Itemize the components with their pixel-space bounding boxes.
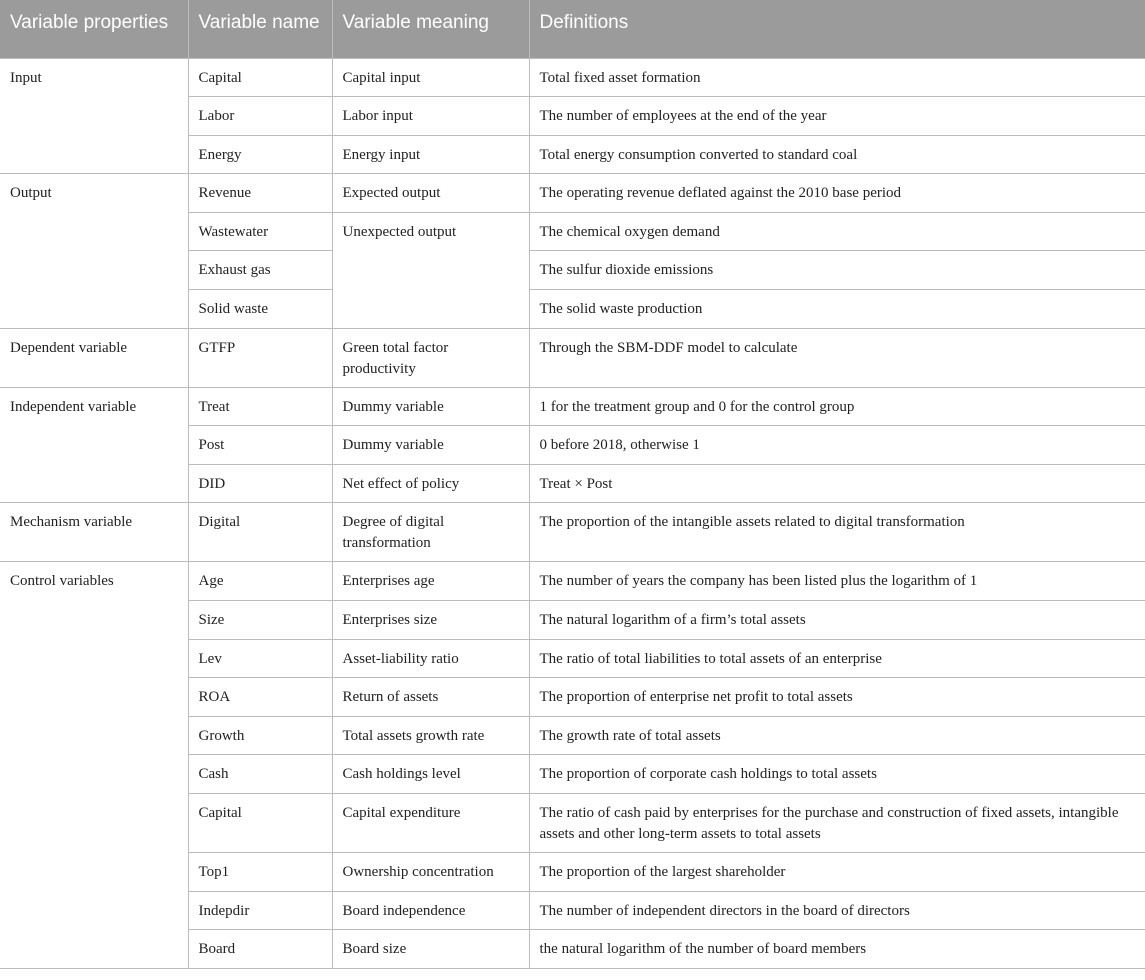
definition-cell: 0 before 2018, otherwise 1 bbox=[529, 426, 1145, 465]
definition-cell: The operating revenue deflated against the 2010 base period bbox=[529, 174, 1145, 213]
variable-name-cell: DID bbox=[188, 464, 332, 503]
table-header bbox=[0, 0, 1145, 58]
definition-cell: The ratio of total liabilities to total assets of an enterprise bbox=[529, 639, 1145, 678]
variable-name-cell: Lev bbox=[188, 639, 332, 678]
definition-cell: The solid waste production bbox=[529, 290, 1145, 329]
variable-meaning-cell: Enterprises size bbox=[332, 601, 529, 640]
variable-name-cell: Digital bbox=[188, 503, 332, 562]
table-row bbox=[0, 562, 1145, 601]
variable-meaning-cell: Net effect of policy bbox=[332, 464, 529, 503]
definition-cell: 1 for the treatment group and 0 for the control group bbox=[529, 387, 1145, 426]
variable-name-cell: GTFP bbox=[188, 328, 332, 387]
variable-meaning-cell: Cash holdings level bbox=[332, 755, 529, 794]
definition-cell: The chemical oxygen demand bbox=[529, 212, 1145, 251]
variable-name-cell: Age bbox=[188, 562, 332, 601]
variable-meaning-cell: Ownership concentration bbox=[332, 853, 529, 892]
header-variable-properties: Variable properties bbox=[0, 0, 188, 58]
variable-meaning-cell: Capital input bbox=[332, 58, 529, 97]
variable-name-cell: Revenue bbox=[188, 174, 332, 213]
variable-name-cell: Top1 bbox=[188, 853, 332, 892]
table-row bbox=[0, 387, 1145, 426]
table-row bbox=[0, 58, 1145, 97]
table-row bbox=[0, 174, 1145, 213]
variable-name-cell: Size bbox=[188, 601, 332, 640]
variable-name-cell: ROA bbox=[188, 678, 332, 717]
header-definitions: Definitions bbox=[529, 0, 1145, 58]
variable-meaning-cell: Capital expenditure bbox=[332, 794, 529, 853]
definition-cell: Total energy consumption converted to standard coal bbox=[529, 135, 1145, 174]
variable-meaning-cell: Total assets growth rate bbox=[332, 716, 529, 755]
table-row bbox=[0, 503, 1145, 562]
header-variable-meaning: Variable meaning bbox=[332, 0, 529, 58]
definition-cell: The sulfur dioxide emissions bbox=[529, 251, 1145, 290]
property-cell: Output bbox=[0, 174, 188, 328]
variable-meaning-cell: Enterprises age bbox=[332, 562, 529, 601]
header-variable-name: Variable name bbox=[188, 0, 332, 58]
property-cell: Input bbox=[0, 58, 188, 174]
definition-cell: The proportion of enterprise net profit to total assets bbox=[529, 678, 1145, 717]
variable-meaning-cell: Dummy variable bbox=[332, 426, 529, 465]
variable-meaning-cell: Board independence bbox=[332, 891, 529, 930]
property-cell: Dependent variable bbox=[0, 328, 188, 387]
variable-meaning-cell: Green total factor productivity bbox=[332, 328, 529, 387]
table-body bbox=[0, 58, 1145, 968]
definition-cell: The number of independent directors in the board of directors bbox=[529, 891, 1145, 930]
definition-cell: The proportion of the intangible assets related to digital transformation bbox=[529, 503, 1145, 562]
variable-meaning-cell: Labor input bbox=[332, 97, 529, 136]
definition-cell: The ratio of cash paid by enterprises for the purchase and construction of fixed assets, intangible assets and other long-term assets to total assets bbox=[529, 794, 1145, 853]
definition-cell: The number of years the company has been listed plus the logarithm of 1 bbox=[529, 562, 1145, 601]
variable-name-cell: Wastewater bbox=[188, 212, 332, 251]
variable-name-cell: Capital bbox=[188, 58, 332, 97]
variable-name-cell: Cash bbox=[188, 755, 332, 794]
table-row bbox=[0, 328, 1145, 387]
definition-cell: the natural logarithm of the number of board members bbox=[529, 930, 1145, 969]
definition-cell: Treat × Post bbox=[529, 464, 1145, 503]
definition-cell: The proportion of the largest shareholder bbox=[529, 853, 1145, 892]
variable-meaning-cell: Energy input bbox=[332, 135, 529, 174]
variable-name-cell: Energy bbox=[188, 135, 332, 174]
definition-cell: The proportion of corporate cash holdings to total assets bbox=[529, 755, 1145, 794]
definition-cell: The natural logarithm of a firm’s total assets bbox=[529, 601, 1145, 640]
variable-name-cell: Labor bbox=[188, 97, 332, 136]
property-cell: Mechanism variable bbox=[0, 503, 188, 562]
definition-cell: Total fixed asset formation bbox=[529, 58, 1145, 97]
variable-meaning-cell: Dummy variable bbox=[332, 387, 529, 426]
variable-meaning-cell: Asset-liability ratio bbox=[332, 639, 529, 678]
variable-meaning-cell: Unexpected output bbox=[332, 212, 529, 328]
variable-meaning-cell: Degree of digital transformation bbox=[332, 503, 529, 562]
definition-cell: The number of employees at the end of the year bbox=[529, 97, 1145, 136]
variable-meaning-cell: Return of assets bbox=[332, 678, 529, 717]
definition-cell: The growth rate of total assets bbox=[529, 716, 1145, 755]
variable-meaning-cell: Expected output bbox=[332, 174, 529, 213]
variable-name-cell: Exhaust gas bbox=[188, 251, 332, 290]
variable-name-cell: Post bbox=[188, 426, 332, 465]
property-cell: Independent variable bbox=[0, 387, 188, 503]
variable-name-cell: Growth bbox=[188, 716, 332, 755]
variable-name-cell: Board bbox=[188, 930, 332, 969]
variable-name-cell: Solid waste bbox=[188, 290, 332, 329]
variable-name-cell: Treat bbox=[188, 387, 332, 426]
property-cell: Control variables bbox=[0, 562, 188, 968]
definition-cell: Through the SBM-DDF model to calculate bbox=[529, 328, 1145, 387]
header-row bbox=[0, 0, 1145, 58]
variable-meaning-cell: Board size bbox=[332, 930, 529, 969]
variable-name-cell: Indepdir bbox=[188, 891, 332, 930]
variable-name-cell: Capital bbox=[188, 794, 332, 853]
